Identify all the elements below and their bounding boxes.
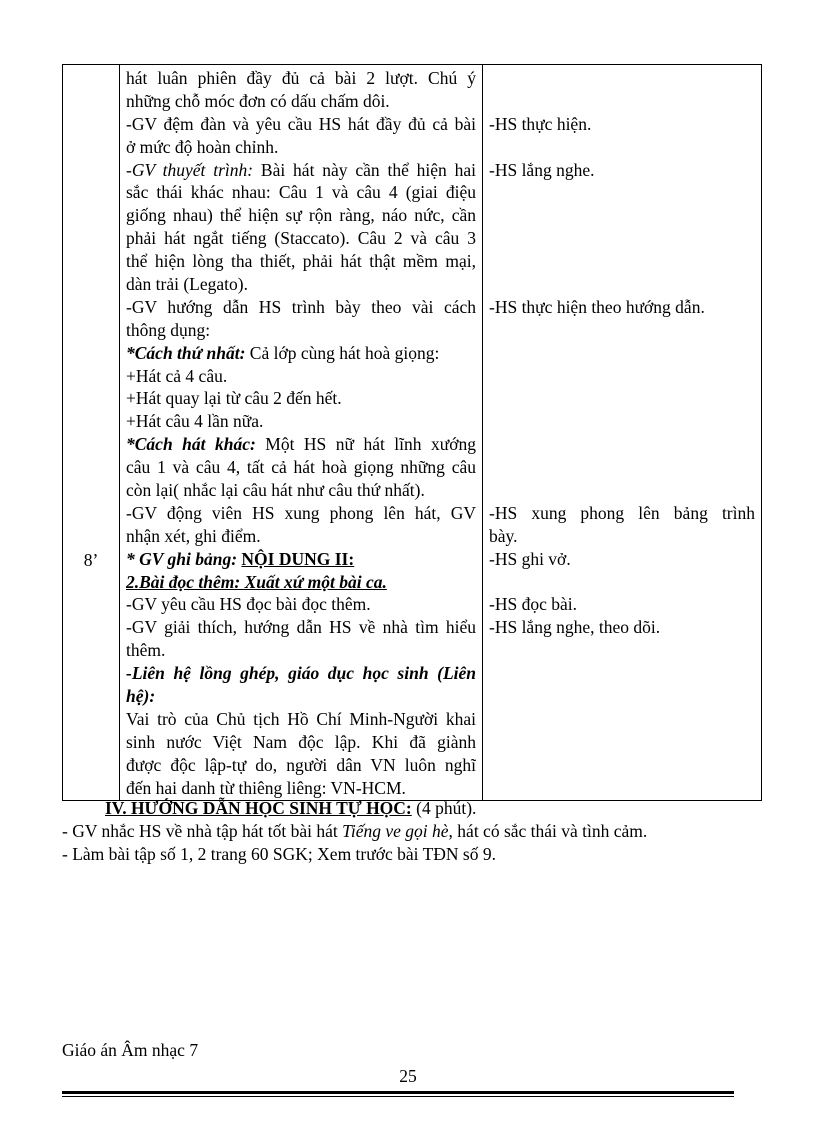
student-line	[489, 387, 755, 410]
teacher-line-lead: -Liên hệ lồng ghép, giáo dục học sinh (Liên	[126, 663, 476, 684]
teacher-line-text: những chỗ móc đơn có dấu chấm dôi.	[126, 90, 390, 111]
teacher-line-text: -GV đệm đàn và yêu cầu HS hát đầy đủ cả bài	[126, 113, 476, 134]
teacher-line	[126, 181, 476, 204]
teacher-line-text: -GV hướng dẫn HS trình bày theo vài cách	[126, 296, 476, 317]
student-line	[489, 525, 755, 548]
student-line	[489, 616, 755, 639]
teacher-line-text: -GV động viên HS xung phong lên hát, GV	[126, 502, 476, 523]
student-line	[489, 67, 755, 90]
teacher-line-text: +Hát cả 4 câu.	[126, 365, 228, 386]
student-activity-lines	[483, 65, 761, 639]
document-title: Giáo án Âm nhạc 7	[62, 1040, 199, 1060]
teacher-line	[126, 387, 476, 410]
teacher-line-text: dàn trải (Legato).	[126, 274, 248, 295]
time-label: 8’	[83, 550, 99, 570]
teacher-line	[126, 479, 476, 502]
teacher-line	[126, 250, 476, 273]
teacher-line-lead: *Cách thứ nhất:	[126, 342, 246, 363]
page-number: 25	[399, 1066, 417, 1086]
student-line	[489, 410, 755, 433]
teacher-line-lead: 2.Bài đọc thêm: Xuất xứ một bài ca.	[126, 571, 387, 592]
teacher-line-text: NỘI DUNG II:	[241, 548, 355, 569]
student-line	[489, 479, 755, 502]
student-line	[489, 502, 755, 525]
student-line	[489, 296, 755, 319]
teacher-line-text: sắc thái khác nhau: Câu 1 và câu 4 (giai điệu	[126, 182, 476, 203]
student-line-text: -HS thực hiện.	[489, 113, 592, 134]
teacher-line	[126, 296, 476, 319]
student-line	[489, 571, 755, 594]
teacher-line-text: giống nhau) thể hiện sự rộn ràng, náo nức, cần	[126, 205, 476, 226]
student-line	[489, 319, 755, 342]
homework-line-2: - Làm bài tập số 1, 2 trang 60 SGK; Xem trước bài TĐN số 9.	[62, 844, 496, 864]
teacher-line	[126, 456, 476, 479]
teacher-line	[126, 754, 476, 777]
teacher-line-text: sinh nước Việt Nam độc lập. Khi đã giành	[126, 731, 476, 752]
song-title: Tiếng ve gọi hè	[342, 821, 449, 841]
teacher-line-text: +Hát quay lại từ câu 2 đến hết.	[126, 388, 342, 409]
teacher-line	[126, 685, 476, 708]
teacher-line-text: ở mức độ hoàn chỉnh.	[126, 136, 279, 157]
teacher-line	[126, 136, 476, 159]
teacher-line	[126, 204, 476, 227]
teacher-activity-cell	[120, 65, 483, 801]
footer-rule-thick	[62, 1091, 734, 1094]
teacher-line-text: còn lại( nhắc lại câu hát như câu thứ nhất).	[126, 480, 425, 501]
teacher-line	[126, 433, 476, 456]
student-line	[489, 159, 755, 182]
teacher-line	[126, 708, 476, 731]
student-line	[489, 433, 755, 456]
student-line	[489, 113, 755, 136]
table-row	[63, 65, 762, 801]
homework-line-1-end: , hát có sắc thái và tình cảm.	[448, 821, 648, 841]
teacher-line-lead: *Cách hát khác:	[126, 434, 256, 455]
teacher-line-text: thêm.	[126, 640, 166, 661]
section4-heading-line	[105, 798, 805, 819]
student-line	[489, 593, 755, 616]
teacher-line-text: -GV yêu cầu HS đọc bài đọc thêm.	[126, 594, 371, 615]
teacher-line	[126, 273, 476, 296]
student-line-text: bày.	[489, 525, 518, 546]
teacher-line-text: Một HS nữ hát lĩnh xướng	[255, 434, 476, 455]
teacher-line-lead: -GV thuyết trình:	[126, 159, 254, 180]
teacher-line-text: thông dụng:	[126, 319, 211, 340]
teacher-line	[126, 731, 476, 754]
teacher-line-text: -GV giải thích, hướng dẫn HS về nhà tìm hiểu	[126, 617, 476, 638]
teacher-line-text: thể hiện lòng tha thiết, phải hát thật mềm mại,	[126, 251, 476, 272]
student-line	[489, 342, 755, 365]
teacher-line	[126, 662, 476, 685]
teacher-line-text: Vai trò của Chủ tịch Hồ Chí Minh-Người khai	[126, 708, 476, 729]
student-line	[489, 90, 755, 113]
student-line-text: -HS thực hiện theo hướng dẫn.	[489, 296, 705, 317]
teacher-line	[126, 639, 476, 662]
teacher-line-text: phải hát ngắt tiếng (Staccato). Câu 2 và câu 3	[126, 228, 476, 249]
student-line-text: -HS lắng nghe.	[489, 159, 595, 180]
student-line	[489, 250, 755, 273]
teacher-line-text: được độc lập-tự do, người dân VN luôn nghĩ	[126, 754, 476, 775]
teacher-line	[126, 410, 476, 433]
student-line-text: -HS ghi vở.	[489, 548, 571, 569]
teacher-line	[126, 67, 476, 90]
teacher-line	[126, 616, 476, 639]
student-line	[489, 365, 755, 388]
lesson-table	[62, 64, 762, 801]
section4-heading: IV. HƯỚNG DẪN HỌC SINH TỰ HỌC:	[105, 798, 412, 818]
teacher-line	[126, 525, 476, 548]
teacher-line-lead: * GV ghi bảng:	[126, 548, 242, 569]
time-cell	[63, 65, 120, 801]
teacher-line	[126, 571, 476, 594]
teacher-line	[126, 502, 476, 525]
homework-line-1-start: - GV nhắc HS về nhà tập hát tốt bài hát	[62, 821, 343, 841]
student-line	[489, 181, 755, 204]
student-line-text: -HS xung phong lên bảng trình	[489, 502, 755, 523]
teacher-line-text: hát luân phiên đầy đủ cả bài 2 lượt. Chú ý	[126, 68, 476, 88]
student-activity-cell	[483, 65, 762, 801]
teacher-line	[126, 90, 476, 113]
teacher-line	[126, 319, 476, 342]
teacher-line	[126, 548, 476, 571]
teacher-line-lead: hệ):	[126, 686, 156, 707]
teacher-line	[126, 159, 476, 182]
teacher-line	[126, 593, 476, 616]
student-line	[489, 273, 755, 296]
student-line	[489, 456, 755, 479]
teacher-line	[126, 113, 476, 136]
student-line-text: -HS đọc bài.	[489, 594, 577, 615]
teacher-line-text: Cả lớp cùng hát hoà giọng:	[245, 342, 440, 363]
teacher-line	[126, 227, 476, 250]
student-line	[489, 548, 755, 571]
section4-duration: (4 phút).	[411, 798, 477, 818]
teacher-line	[126, 342, 476, 365]
teacher-line-text: câu 1 và câu 4, tất cả hát hoà giọng những câu	[126, 457, 476, 478]
homework-line-1	[62, 821, 762, 842]
student-line	[489, 136, 755, 159]
teacher-activity-lines	[120, 65, 482, 800]
teacher-line-text: Bài hát này cần thể hiện hai	[253, 159, 476, 180]
teacher-line	[126, 777, 476, 800]
teacher-line-text: đến hai danh từ thiêng liêng: VN-HCM.	[126, 777, 406, 798]
footer-rule-thin	[62, 1096, 734, 1097]
teacher-line-text: nhận xét, ghi điểm.	[126, 525, 261, 546]
student-line-text: -HS lắng nghe, theo dõi.	[489, 617, 661, 638]
teacher-line	[126, 365, 476, 388]
student-line	[489, 204, 755, 227]
student-line	[489, 227, 755, 250]
teacher-line-text: +Hát câu 4 lần nữa.	[126, 411, 264, 432]
